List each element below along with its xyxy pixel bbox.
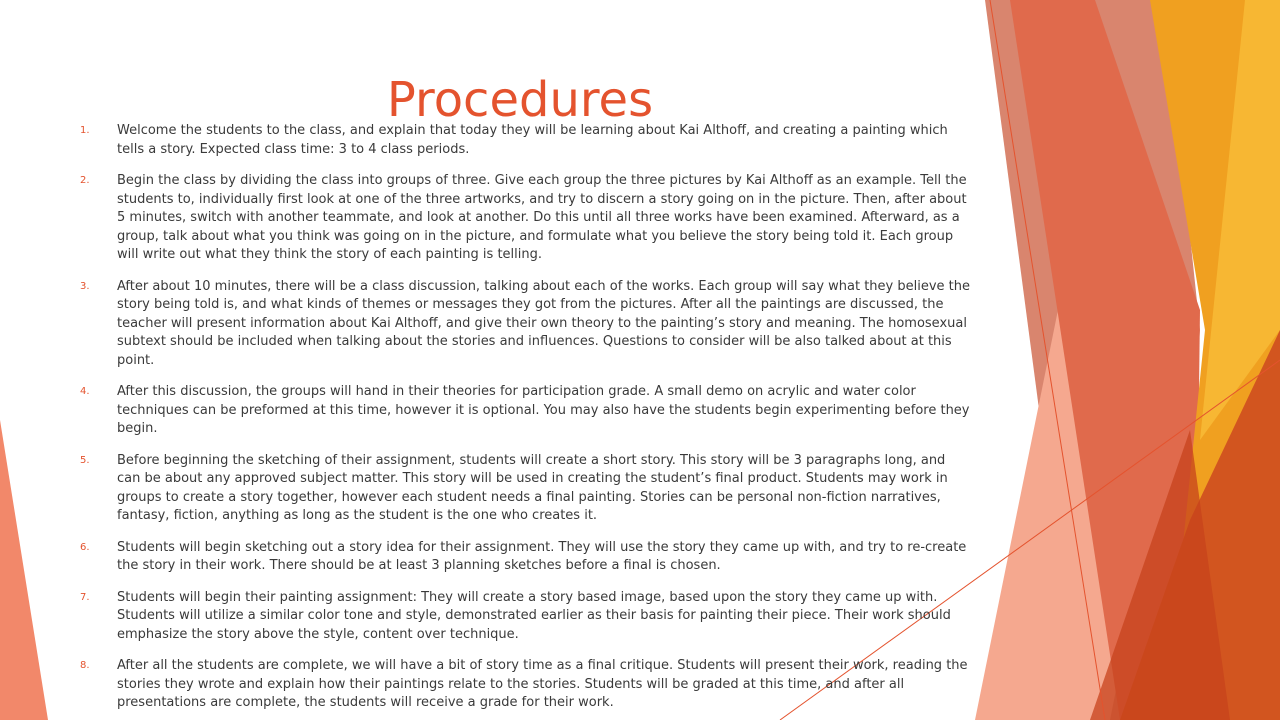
list-text: Before beginning the sketching of their assignment, students will create a short story. This story will be 3 paragraphs long, and can be about any approved subject matter. This story will be used in creating the student’s final product. Students may work in groups to create a story together, however each student needs a final painting. Stories can be personal non-fiction narratives, fantasy, fiction, anything as long as the student is the one who creates it. — [117, 452, 948, 523]
list-item — [80, 172, 970, 265]
list-text: After about 10 minutes, there will be a class discussion, talking about each of the works. Each group will say what they believe the story being told is, and what kinds of themes or messages they got from the pictures. After all the paintings are discussed, the teacher will present information about Kai Althoff, and give their own theory to the painting’s story and meaning. The homosexual subtext should be included when talking about the stories and influences. Questions to consider will be also talked about at this point. — [117, 278, 970, 368]
list-number: 6. — [80, 541, 90, 553]
list-number: 2. — [80, 175, 90, 186]
list-item — [80, 539, 970, 576]
list-item — [80, 122, 970, 159]
list-number: 7. — [80, 591, 90, 603]
list-item — [80, 589, 970, 645]
procedure-list — [80, 122, 970, 713]
page-title: Procedures — [386, 72, 654, 128]
list-number: 8. — [80, 660, 90, 671]
list-text: After this discussion, the groups will hand in their theories for participation grade. A small demo on acrylic and water color techniques can be preformed at this time, however it is optional. You may also have the students begin experimenting before they begin. — [117, 384, 970, 436]
list-text: Students will begin their painting assignment: They will create a story based image, based upon the story they came up with. Students will utilize a similar color tone and style, demonstrated earlier as their basis for painting their piece. Their work should emphasize the story above the style, content over technique. — [117, 589, 951, 642]
list-text: After all the students are complete, we will have a bit of story time as a final critique. Students will present their work, reading the stories they wrote and explain how their paintings relate to the stories. Students will be graded at this time, and after all presentations are complete, the students will receive a grade for their work. — [117, 658, 968, 710]
list-number: 4. — [80, 386, 90, 397]
list-number: 3. — [80, 280, 90, 292]
list-number: 1. — [80, 125, 90, 136]
list-item — [80, 383, 970, 439]
procedure-content — [80, 122, 970, 726]
list-item — [80, 278, 970, 371]
list-number: 5. — [80, 454, 90, 466]
list-item — [80, 452, 970, 526]
list-text: Welcome the students to the class, and explain that today they will be learning about Kai Althoff, and creating a painting which tells a story. Expected class time: 3 to 4 class periods. — [117, 123, 948, 157]
list-item — [80, 657, 970, 713]
left-edge-shape — [0, 420, 48, 720]
list-text: Begin the class by dividing the class into groups of three. Give each group the three pictures by Kai Althoff as an example. Tell the students to, individually first look at one of the three artworks, and try to discern a story going on in the picture. Then, after about 5 minutes, switch with another teammate, and look at another. Do this until all three works have been examined. Afterward, as a group, talk about what you think was going on in the picture, and formulate what you believe the story being told it. Each group will write out what they think the story of each painting is telling. — [117, 173, 967, 262]
list-text: Students will begin sketching out a story idea for their assignment. They will use the story they came up with, and try to re-create the story in their work. There should be at least 3 planning sketches before a final is chosen. — [117, 539, 967, 573]
